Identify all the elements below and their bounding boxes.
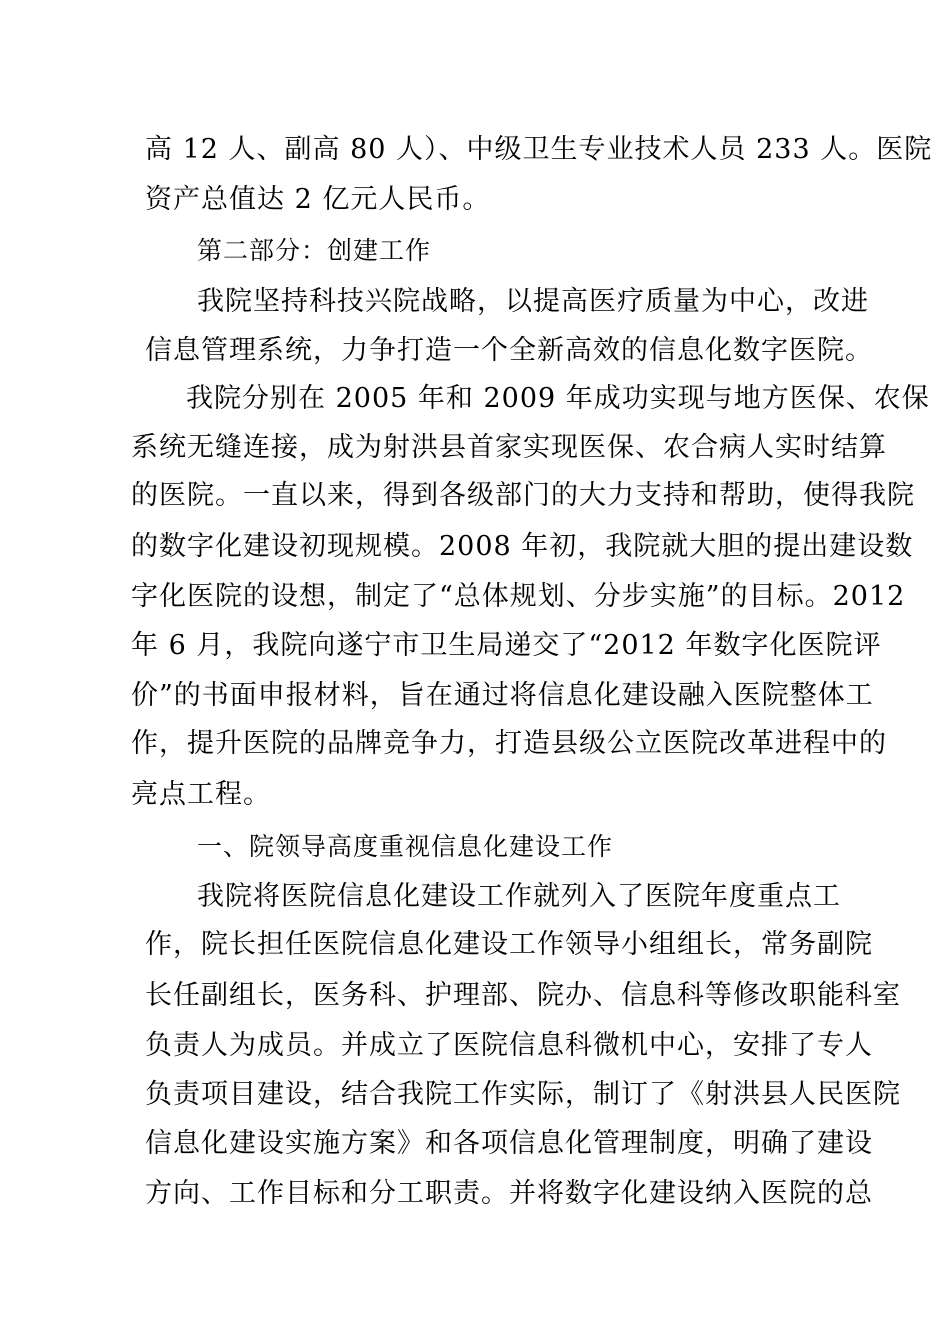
body-text-line: 资产总值达 2 亿元人民币。 [145,184,491,215]
body-text-line: 方向、工作目标和分工职责。并将数字化建设纳入医院的总 [145,1178,873,1209]
body-text-line: 年 6 月，我院向遂宁市卫生局递交了“2012 年数字化医院评 [131,630,882,661]
body-text-line: 系统无缝连接，成为射洪县首家实现医保、农合病人实时结算 [131,432,887,463]
body-text-line: 我院将医院信息化建设工作就列入了医院年度重点工 [197,881,841,912]
body-text-line: 负责项目建设，结合我院工作实际，制订了《射洪县人民医院 [145,1079,901,1110]
body-text-line: 作，提升医院的品牌竞争力，打造县级公立医院改革进程中的 [131,728,887,759]
body-text-line: 作，院长担任医院信息化建设工作领导小组组长，常务副院 [145,929,873,960]
body-text-line: 信息化建设实施方案》和各项信息化管理制度，明确了建设 [145,1128,873,1159]
subsection-heading: 一、院领导高度重视信息化建设工作 [197,832,614,861]
body-text-line: 高 12 人、副高 80 人）、中级卫生专业技术人员 233 人。医院 [145,134,933,165]
body-text-line: 我院分别在 2005 年和 2009 年成功实现与地方医保、农保 [186,383,930,414]
body-text-line: 我院坚持科技兴院战略，以提高医疗质量为中心，改进 [197,286,869,317]
body-text-line: 信息管理系统，力争打造一个全新高效的信息化数字医院。 [145,335,873,366]
body-text-line: 字化医院的设想，制定了“总体规划、分步实施”的目标。2012 [131,581,906,612]
section-heading: 第二部分：创建工作 [197,236,432,265]
body-text-line: 负责人为成员。并成立了医院信息科微机中心，安排了专人 [145,1030,873,1061]
body-text-line: 价”的书面申报材料，旨在通过将信息化建设融入医院整体工 [131,680,874,711]
body-text-line: 的数字化建设初现规模。2008 年初，我院就大胆的提出建设数 [131,531,914,562]
body-text-line: 亮点工程。 [131,779,271,810]
body-text-line: 长任副组长，医务科、护理部、院办、信息科等修改职能科室 [145,980,901,1011]
body-text-line: 的医院。一直以来，得到各级部门的大力支持和帮助，使得我院 [131,480,915,511]
